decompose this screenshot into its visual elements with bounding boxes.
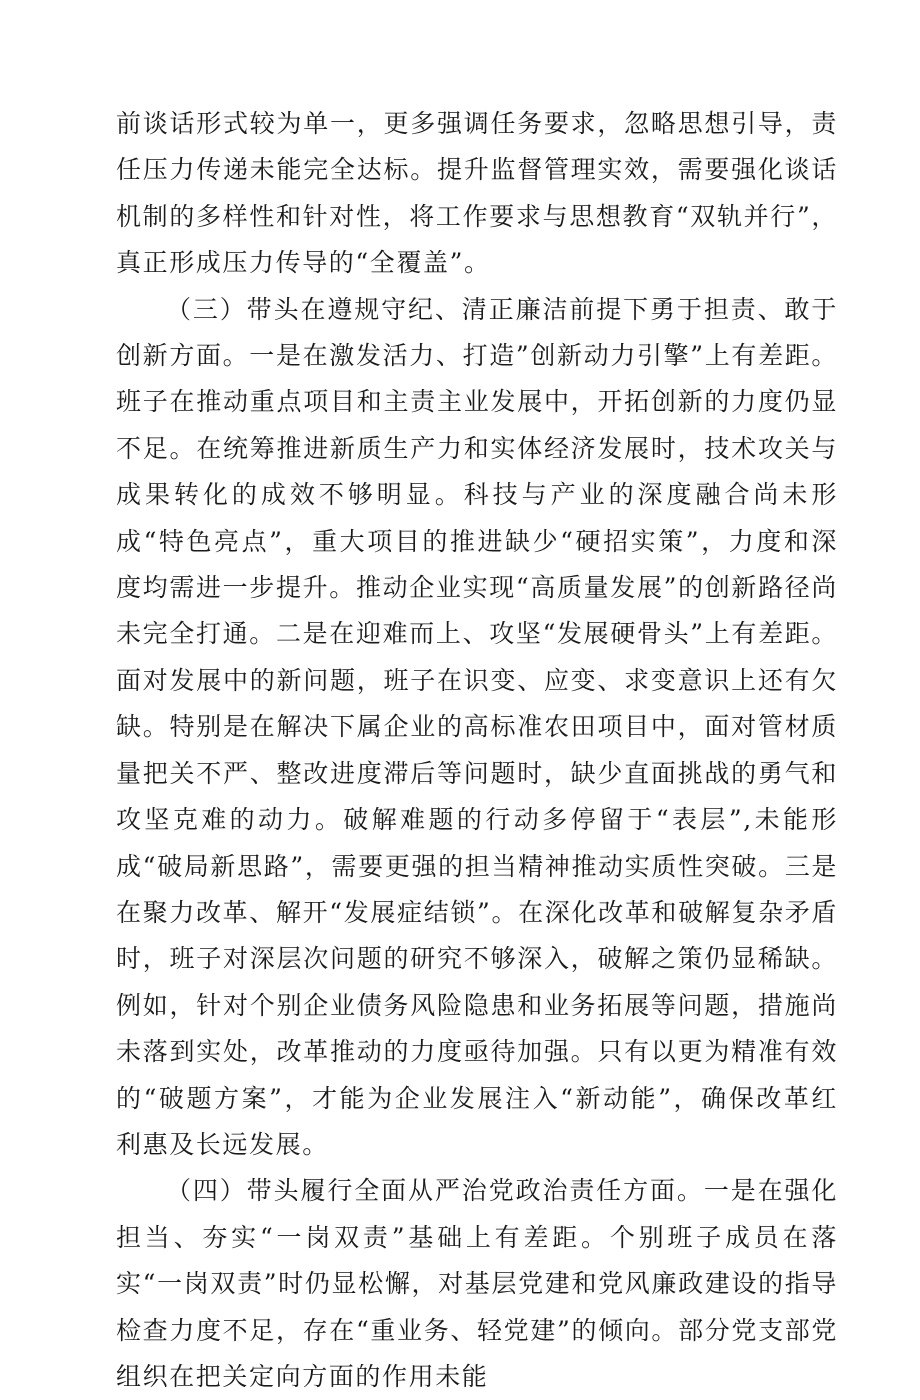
document-body <box>116 101 838 1400</box>
paragraph-2: （三）带头在遵规守纪、清正廉洁前提下勇于担责、敢于创新方面。一是在激发活力、打造”创新动力引擎”上有差距。班子在推动重点项目和主责主业发展中，开拓创新的力度仍显不足。在统筹推进新质生产力和实体经济发展时，技术攻关与成果转化的成效不够明显。科技与产业的深度融合尚未形成“特色亮点”，重大项目的推进缺少“硬招实策”，力度和深度均需进一步提升。推动企业实现“高质量发展”的创新路径尚未完全打通。二是在迎难而上、攻坚“发展硬骨头”上有差距。面对发展中的新问题，班子在识变、应变、求变意识上还有欠缺。特别是在解决下属企业的高标准农田项目中，面对管材质量把关不严、整改进度滞后等问题时，缺少直面挑战的勇气和攻坚克难的动力。破解难题的行动多停留于“表层”,未能形成“破局新思路”，需要更强的担当精神推动实质性突破。三是在聚力改革、解开“发展症结锁”。在深化改革和破解复杂矛盾时，班子对深层次问题的研究不够深入，破解之策仍显稀缺。例如，针对个别企业债务风险隐患和业务拓展等问题，措施尚未落到实处，改革推动的力度亟待加强。只有以更为精准有效的“破题方案”，才能为企业发展注入“新动能”，确保改革红利惠及长远发展。 <box>116 294 838 1159</box>
paragraph-1: 前谈话形式较为单一，更多强调任务要求，忽略思想引导，责任压力传递未能完全达标。提升监督管理实效，需要强化谈话机制的多样性和针对性，将工作要求与思想教育“双轨并行”，真正形成压力传导的“全覆盖”。 <box>116 109 838 278</box>
paragraph-3: （四）带头履行全面从严治党政治责任方面。一是在强化担当、夯实“一岗双责”基础上有差距。个别班子成员在落实“一岗双责”时仍显松懈，对基层党建和党风廉政建设的指导检查力度不足，存在“重业务、轻党建”的倾向。部分党支部党组织在把关定向方面的作用未能 <box>116 1176 838 1391</box>
